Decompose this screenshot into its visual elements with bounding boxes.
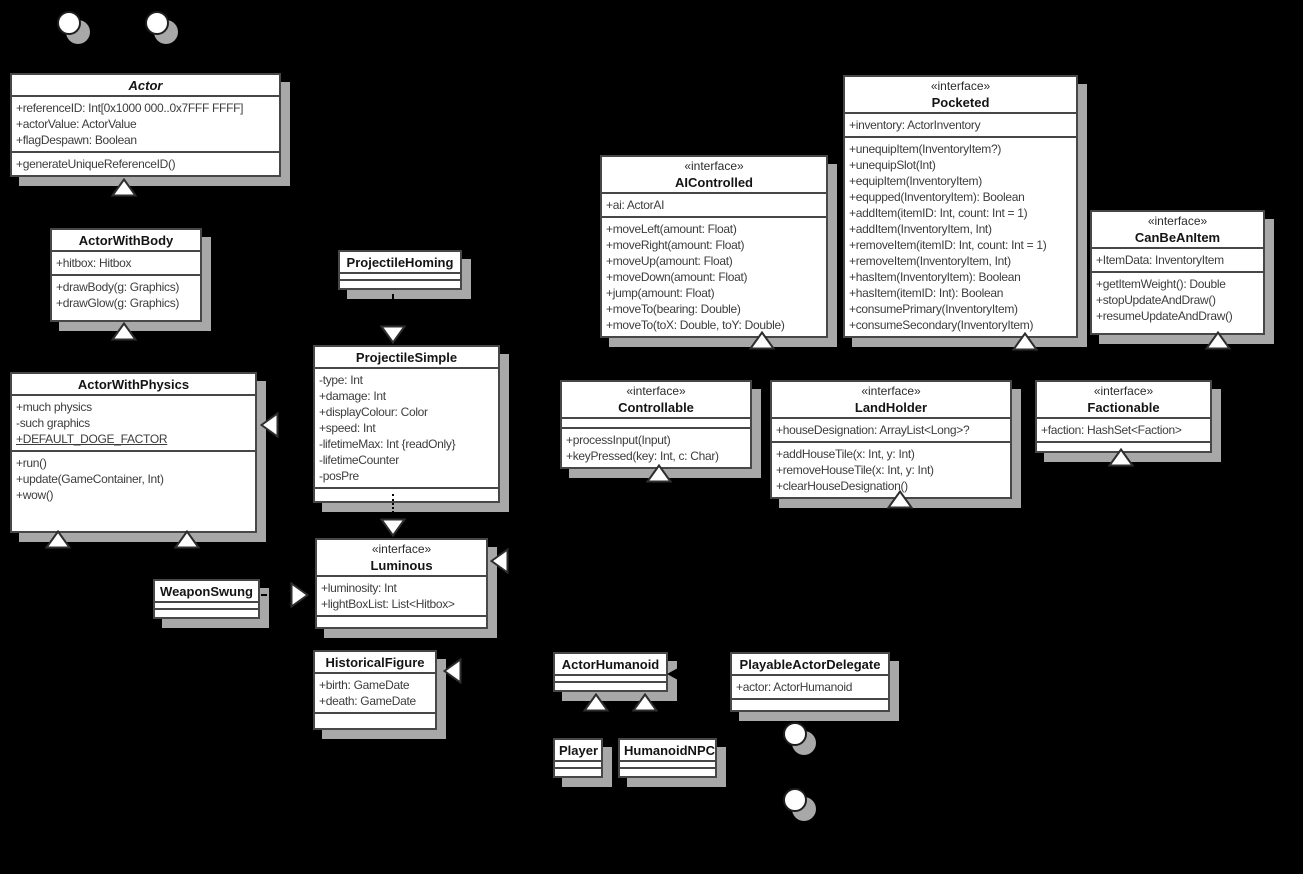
generalization-arrowhead-icon xyxy=(443,658,462,684)
generalization-arrowhead-icon xyxy=(632,693,658,712)
interface-lollipop-icon xyxy=(145,11,169,35)
class-title-weapon-swung xyxy=(155,581,258,603)
generalization-arrowhead-icon xyxy=(111,322,137,341)
stereotype-label: «interface» xyxy=(684,159,744,173)
class-attrs-compartment xyxy=(315,369,498,489)
class-controllable xyxy=(560,380,752,469)
class-player xyxy=(553,738,603,778)
class-name: AIControlled xyxy=(675,175,753,190)
method: +moveUp(amount: Float) xyxy=(606,254,733,268)
class-name: HistoricalFigure xyxy=(325,655,425,670)
class-attrs-compartment xyxy=(555,762,601,769)
class-attrs-compartment xyxy=(562,419,750,429)
class-methods-compartment xyxy=(845,138,1076,336)
class-name: LandHolder xyxy=(854,400,928,415)
attribute: +ItemData: InventoryItem xyxy=(1096,253,1224,267)
attribute: +death: GameDate xyxy=(319,694,416,708)
attribute: +displayColour: Color xyxy=(319,405,428,419)
class-attrs-compartment xyxy=(155,603,258,610)
class-name: Player xyxy=(559,743,599,758)
class-attrs-compartment xyxy=(12,396,255,452)
class-title-historical-figure xyxy=(315,652,435,674)
method: +hasItem(InventoryItem): Boolean xyxy=(849,270,1021,284)
method: +wow() xyxy=(16,488,54,502)
stereotype-label: «interface» xyxy=(1147,214,1208,228)
class-attrs-compartment xyxy=(772,419,1010,443)
class-title-actor-with-body xyxy=(52,230,200,252)
method: +unequipItem(InventoryItem?) xyxy=(849,142,1002,156)
class-actor-with-physics xyxy=(10,372,257,533)
method: +drawGlow(g: Graphics) xyxy=(56,296,180,310)
method: +moveRight(amount: Float) xyxy=(606,238,745,252)
class-methods-compartment xyxy=(732,700,888,710)
class-luminous xyxy=(315,538,488,629)
class-attrs-compartment xyxy=(602,194,826,218)
class-methods-compartment xyxy=(562,429,750,467)
generalization-arrowhead-icon xyxy=(490,548,509,574)
method: +unequipSlot(Int) xyxy=(849,158,936,172)
class-methods-compartment xyxy=(620,769,715,776)
method: +run() xyxy=(16,456,47,470)
generalization-arrowhead-icon xyxy=(174,530,200,549)
method: +equipItem(InventoryItem) xyxy=(849,174,982,188)
class-title-land-holder xyxy=(772,382,1010,419)
class-attrs-compartment xyxy=(620,762,715,769)
attribute: +much physics xyxy=(16,400,92,414)
class-methods-compartment xyxy=(317,617,486,627)
class-title-actor-with-physics xyxy=(12,374,255,396)
generalization-arrowhead-icon xyxy=(646,464,672,483)
interface-lollipop-icon xyxy=(57,11,81,35)
class-weapon-swung xyxy=(153,579,260,619)
class-methods-compartment xyxy=(12,153,279,175)
class-playable-actor-delegate xyxy=(730,652,890,712)
method: +removeItem(itemID: Int, count: Int = 1) xyxy=(849,238,1047,252)
class-land-holder xyxy=(770,380,1012,499)
class-methods-compartment xyxy=(1092,273,1263,333)
class-name: Pocketed xyxy=(931,95,990,110)
class-can-be-an-item xyxy=(1090,210,1265,335)
class-name: ActorWithPhysics xyxy=(77,377,190,392)
method: +clearHouseDesignation() xyxy=(776,479,908,493)
class-title-projectile-homing xyxy=(340,252,460,274)
method: +getItemWeight(): Double xyxy=(1096,277,1226,291)
attribute: +ai: ActorAI xyxy=(606,198,665,212)
method: +addItem(itemID: Int, count: Int = 1) xyxy=(849,206,1028,220)
class-name: Actor xyxy=(128,78,163,93)
method: +addItem(InventoryItem, Int) xyxy=(849,222,992,236)
class-attrs-compartment xyxy=(555,676,666,683)
attribute: +houseDesignation: ArrayList<Long>? xyxy=(776,423,970,437)
class-title-projectile-simple xyxy=(315,347,498,369)
class-historical-figure xyxy=(313,650,437,730)
class-attrs-compartment xyxy=(317,577,486,617)
interface-lollipop-icon xyxy=(783,788,807,812)
class-methods-compartment xyxy=(12,452,255,531)
attribute: +speed: Int xyxy=(319,421,376,435)
class-name: Factionable xyxy=(1087,400,1160,415)
class-humanoid-npc xyxy=(618,738,717,778)
method: +resumeUpdateAndDraw() xyxy=(1096,309,1233,323)
generalization-arrowhead-icon xyxy=(380,518,406,537)
method: +keyPressed(key: Int, c: Char) xyxy=(566,449,719,463)
attribute: -type: Int xyxy=(319,373,363,387)
class-name: WeaponSwung xyxy=(160,584,253,599)
class-name: CanBeAnItem xyxy=(1134,230,1221,245)
class-methods-compartment xyxy=(772,443,1010,497)
attribute: +referenceID: Int[0x1000 000..0x7FFF FFFF] xyxy=(16,101,244,115)
generalization-arrowhead-icon xyxy=(887,490,913,509)
class-pocketed xyxy=(843,75,1078,338)
class-title-player xyxy=(555,740,601,762)
class-name: Controllable xyxy=(618,400,694,415)
connector-line xyxy=(392,494,394,517)
generalization-arrowhead-icon xyxy=(1108,448,1134,467)
attribute: -such graphics xyxy=(16,416,90,430)
class-projectile-homing xyxy=(338,250,462,290)
attribute: -lifetimeMax: Int {readOnly} xyxy=(319,437,456,451)
class-title-factionable xyxy=(1037,382,1210,419)
class-attrs-compartment xyxy=(340,274,460,281)
class-name: ProjectileHoming xyxy=(346,255,454,270)
class-methods-compartment xyxy=(555,769,601,776)
class-projectile-simple xyxy=(313,345,500,503)
interface-lollipop-icon xyxy=(783,722,807,746)
class-title-playable-actor-delegate xyxy=(732,654,888,676)
generalization-arrowhead-icon xyxy=(583,693,609,712)
class-methods-compartment xyxy=(555,683,666,690)
class-title-pocketed xyxy=(845,77,1076,114)
class-name: ProjectileSimple xyxy=(355,350,458,365)
class-attrs-compartment xyxy=(1037,419,1210,443)
attribute: +luminosity: Int xyxy=(321,581,397,595)
method: +removeItem(InventoryItem, Int) xyxy=(849,254,1011,268)
class-name: ActorWithBody xyxy=(78,233,174,248)
attribute: +actorValue: ActorValue xyxy=(16,117,137,131)
class-title-controllable xyxy=(562,382,750,419)
method: +drawBody(g: Graphics) xyxy=(56,280,180,294)
class-actor xyxy=(10,73,281,177)
attribute: -lifetimeCounter xyxy=(319,453,399,467)
generalization-arrowhead-icon xyxy=(111,178,137,197)
stereotype-label: «interface» xyxy=(1093,384,1154,398)
generalization-arrowhead-icon xyxy=(1012,332,1038,351)
class-name: HumanoidNPC xyxy=(624,743,715,758)
class-attrs-compartment xyxy=(845,114,1076,138)
connector-line xyxy=(392,294,394,325)
method: +removeHouseTile(x: Int, y: Int) xyxy=(776,463,934,477)
method: +moveTo(bearing: Double) xyxy=(606,302,741,316)
generalization-arrowhead-icon xyxy=(45,530,71,549)
stereotype-label: «interface» xyxy=(626,384,686,398)
class-attrs-compartment xyxy=(732,676,888,700)
class-attrs-compartment xyxy=(12,97,279,153)
association-arrowhead-icon xyxy=(667,668,678,680)
stereotype-label: «interface» xyxy=(861,384,921,398)
class-ai-controlled xyxy=(600,155,828,338)
class-title-humanoid-npc xyxy=(620,740,715,762)
class-name: ActorHumanoid xyxy=(561,657,660,672)
class-attrs-compartment xyxy=(1092,249,1263,273)
attribute: +faction: HashSet<Faction> xyxy=(1041,423,1182,437)
class-actor-humanoid xyxy=(553,652,668,692)
class-title-luminous xyxy=(317,540,486,577)
generalization-arrowhead-icon xyxy=(290,582,309,608)
class-attrs-compartment xyxy=(315,674,435,714)
class-title-actor xyxy=(12,75,279,97)
class-methods-compartment xyxy=(155,610,258,617)
method: +equpped(InventoryItem): Boolean xyxy=(849,190,1025,204)
generalization-arrowhead-icon xyxy=(1205,331,1231,350)
attribute: +flagDespawn: Boolean xyxy=(16,133,137,147)
class-methods-compartment xyxy=(315,489,498,501)
attribute: +hitbox: Hitbox xyxy=(56,256,132,270)
method: +processInput(Input) xyxy=(566,433,671,447)
method: +consumeSecondary(InventoryItem) xyxy=(849,318,1034,332)
method: +generateUniqueReferenceID() xyxy=(16,157,176,171)
attribute: +birth: GameDate xyxy=(319,678,410,692)
attribute: +actor: ActorHumanoid xyxy=(736,680,853,694)
class-name: PlayableActorDelegate xyxy=(739,657,881,672)
method: +addHouseTile(x: Int, y: Int) xyxy=(776,447,915,461)
generalization-arrowhead-icon xyxy=(260,412,279,438)
class-title-can-be-an-item xyxy=(1092,212,1263,249)
attribute: +DEFAULT_DOGE_FACTOR xyxy=(16,432,168,446)
generalization-arrowhead-icon xyxy=(749,331,775,350)
class-title-ai-controlled xyxy=(602,157,826,194)
class-methods-compartment xyxy=(315,714,435,728)
method: +consumePrimary(InventoryItem) xyxy=(849,302,1018,316)
method: +stopUpdateAndDraw() xyxy=(1096,293,1216,307)
attribute: +inventory: ActorInventory xyxy=(849,118,981,132)
attribute: -posPre xyxy=(319,469,359,483)
class-methods-compartment xyxy=(52,276,200,320)
class-factionable xyxy=(1035,380,1212,453)
attribute: +lightBoxList: List<Hitbox> xyxy=(321,597,455,611)
class-name: Luminous xyxy=(370,558,433,573)
class-attrs-compartment xyxy=(52,252,200,276)
stereotype-label: «interface» xyxy=(930,79,991,93)
method: +hasItem(itemID: Int): Boolean xyxy=(849,286,1004,300)
method: +moveLeft(amount: Float) xyxy=(606,222,737,236)
method: +moveDown(amount: Float) xyxy=(606,270,748,284)
attribute: +damage: Int xyxy=(319,389,386,403)
class-methods-compartment xyxy=(602,218,826,336)
method: +moveTo(toX: Double, toY: Double) xyxy=(606,318,785,332)
class-actor-with-body xyxy=(50,228,202,322)
method: +update(GameContainer, Int) xyxy=(16,472,164,486)
generalization-arrowhead-icon xyxy=(380,325,406,344)
class-methods-compartment xyxy=(340,281,460,288)
class-title-actor-humanoid xyxy=(555,654,666,676)
stereotype-label: «interface» xyxy=(371,542,432,556)
method: +jump(amount: Float) xyxy=(606,286,715,300)
